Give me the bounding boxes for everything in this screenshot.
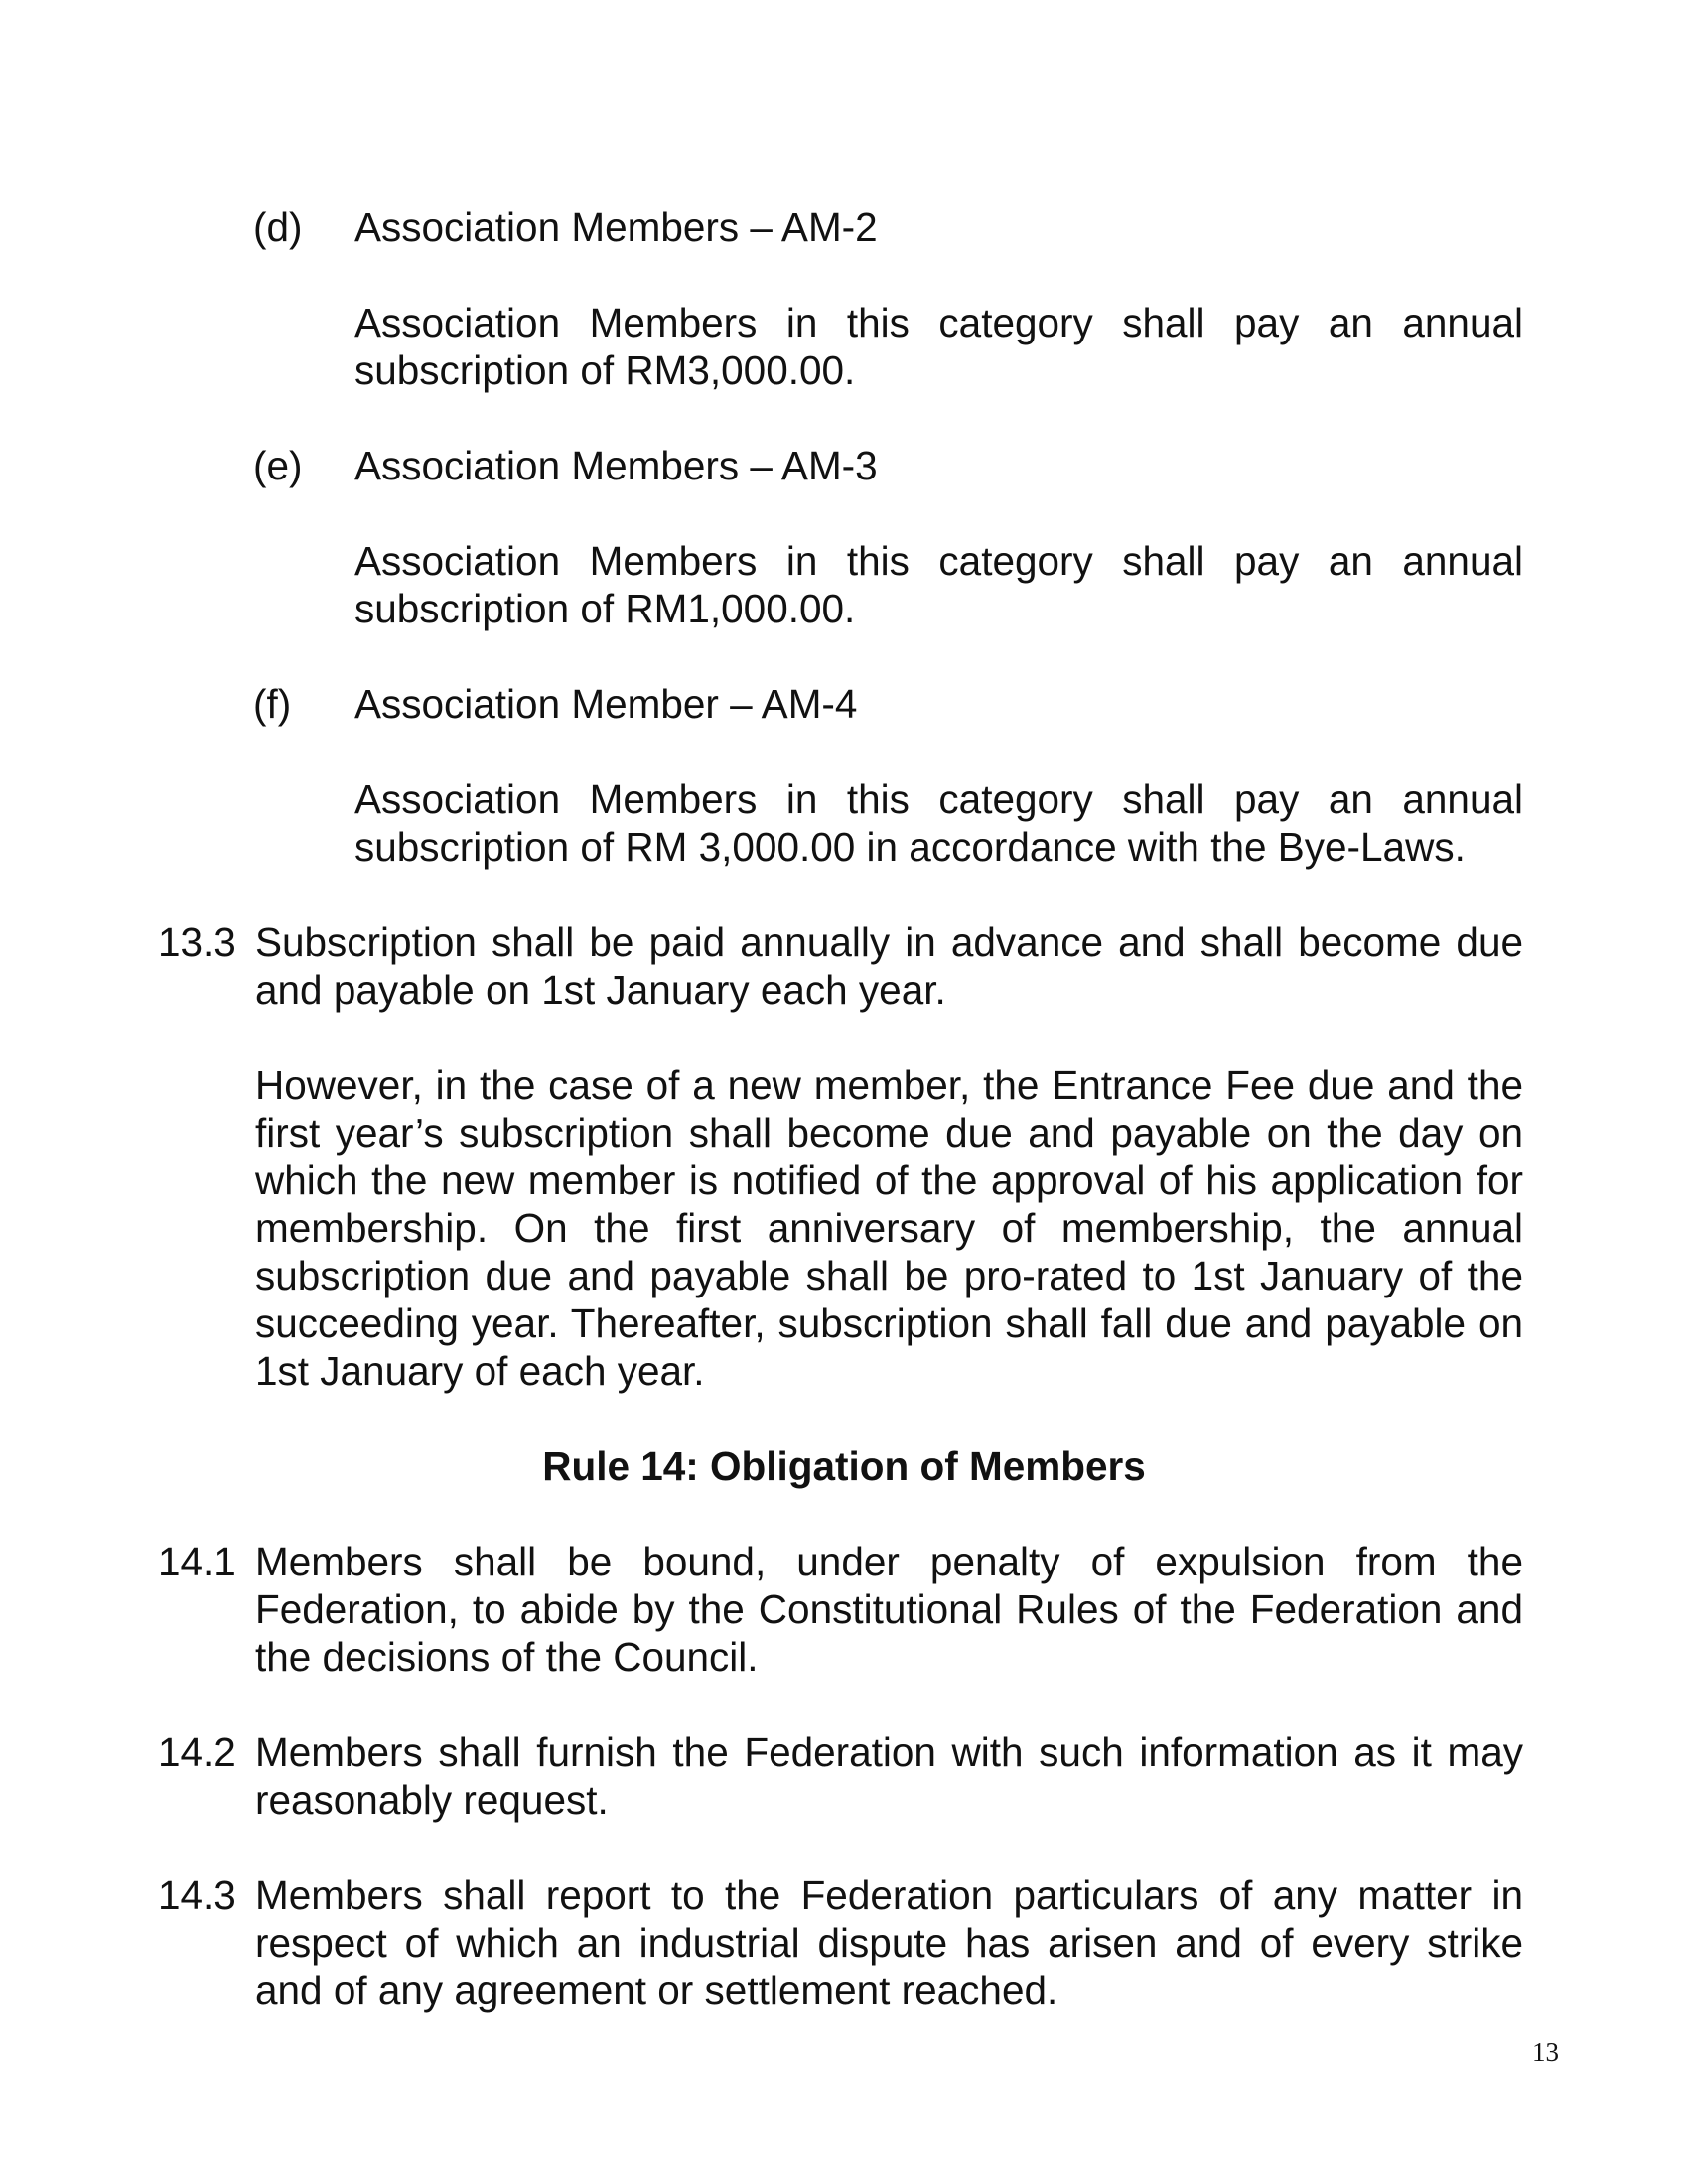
item-label-e: (e) — [253, 443, 303, 488]
rule-text-14-3: Members shall report to the Federation particulars of any matter in respect of which an industrial dispute has arisen and of every strike and of any agreement or settlement reached. — [255, 1872, 1523, 2013]
rule-number-14-1: 14.1 — [158, 1539, 236, 1584]
item-body-am4: Association Members in this category shall pay an annual subscription of RM 3,000.00 in accordance with the Bye-Laws. — [354, 776, 1523, 870]
section-heading-rule-14: Rule 14: Obligation of Members — [542, 1443, 1146, 1489]
rule-number-14-2: 14.2 — [158, 1729, 236, 1775]
item-title-am4: Association Member – AM-4 — [354, 681, 858, 727]
item-title-am3: Association Members – AM-3 — [354, 443, 878, 488]
rule-text-13-3: Subscription shall be paid annually in advance and shall become due and payable on 1st January each year. — [255, 919, 1523, 1013]
item-body-am3: Association Members in this category shall pay an annual subscription of RM1,000.00. — [354, 538, 1523, 631]
item-label-f: (f) — [253, 681, 292, 727]
rule-text-14-1: Members shall be bound, under penalty of expulsion from the Federation, to abide by the Constitutional Rules of the Federation and the decisions of the Council. — [255, 1539, 1523, 1680]
item-title-am2: Association Members – AM-2 — [354, 205, 878, 250]
rule-text-14-2: Members shall furnish the Federation with such information as it may reasonably request. — [255, 1729, 1523, 1823]
page-number: 13 — [1532, 2037, 1559, 2067]
item-label-d: (d) — [253, 205, 303, 250]
rule-number-13-3: 13.3 — [158, 919, 236, 965]
item-body-am2: Association Members in this category shall pay an annual subscription of RM3,000.00. — [354, 300, 1523, 393]
rule-number-14-3: 14.3 — [158, 1872, 236, 1918]
rule-continuation-13-3: However, in the case of a new member, the Entrance Fee due and the first year’s subscription shall become due and payable on the day on which the new member is notified of the approval of his application for membership. On the first anniversary of membership, the annual subscription due and payable shall be pro-rated to 1st January of the succeeding year. Thereafter, subscription shall fall due and payable on 1st January of each year. — [255, 1062, 1523, 1394]
